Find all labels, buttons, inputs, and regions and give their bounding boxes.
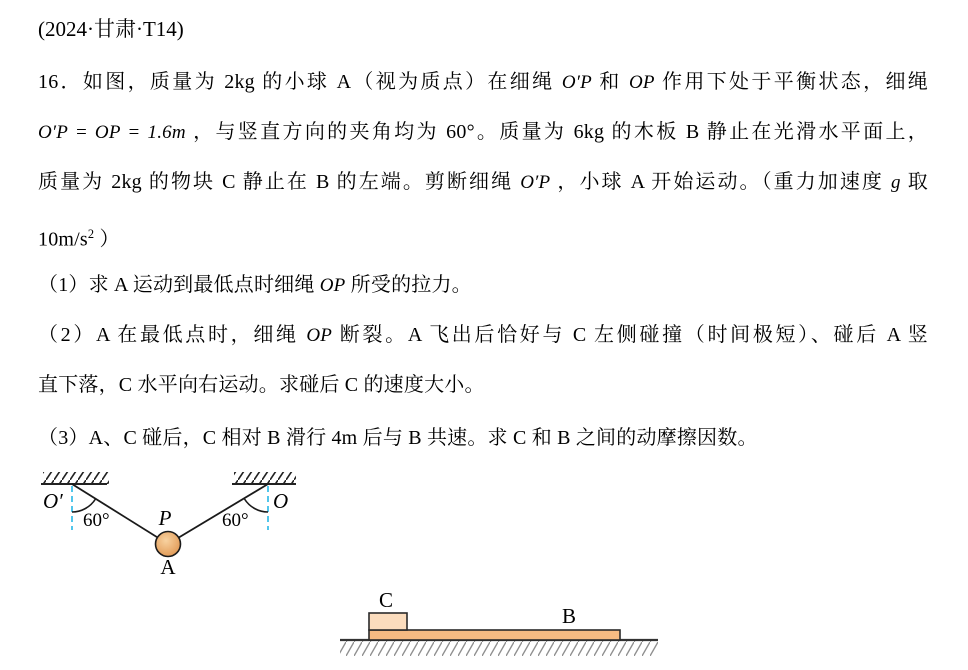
problem-question-2 xyxy=(38,315,928,356)
text-segment: ） xyxy=(94,228,120,251)
text-segment: 作用下处于平衡状态，细绳 xyxy=(654,71,928,93)
text-segment: O′P = OP = 1.6m xyxy=(38,122,186,143)
text-segment: 取 xyxy=(900,171,928,193)
text-segment: O′P xyxy=(561,72,592,93)
text-segment: 所受的拉力。 xyxy=(345,274,472,296)
text-segment: OP xyxy=(319,275,346,296)
ball-a xyxy=(156,532,181,557)
problem-question-1 xyxy=(38,265,928,306)
label-o: O xyxy=(273,489,289,513)
label-c: C xyxy=(378,588,394,612)
text-segment: OP xyxy=(628,72,655,93)
text-segment: （2）A 在最低点时，细绳 xyxy=(38,324,307,346)
label-p: P xyxy=(158,506,172,530)
text-segment: 和 xyxy=(591,71,629,93)
problem-question-3 xyxy=(38,418,928,458)
ground-hatch xyxy=(340,641,658,656)
text-segment: 断裂。A 飞出后恰好与 C 左侧碰撞（时间极短）、碰后 A 竖 xyxy=(332,324,928,346)
text-segment: ，小球 A 开始运动。（重力加速度 xyxy=(550,171,892,193)
text-segment: （3）A、C 碰后，C 相对 B 滑行 4m 后与 B 共速。求 C 和 B 之间的动摩擦因数。 xyxy=(38,427,758,449)
text-segment: ，与竖直方向的夹角均为 60°。质量为 6kg 的木板 B 静止在光滑水平面上， xyxy=(185,121,928,143)
text-segment: g xyxy=(891,172,901,193)
problem-line-2 xyxy=(38,112,928,153)
right-angle-label: 60° xyxy=(222,510,249,531)
left-ceiling-hatch xyxy=(43,472,109,484)
right-ceiling-hatch xyxy=(234,472,296,484)
pendulum-diagram xyxy=(30,468,330,586)
text-segment: OP xyxy=(306,325,333,346)
problem-question-2-cont xyxy=(38,365,928,405)
text-segment: 2 xyxy=(87,227,95,241)
text-segment: 10m/s xyxy=(38,228,88,251)
text-segment: O′P xyxy=(520,172,551,193)
source-tag: (2024·甘肃·T14) xyxy=(38,17,184,41)
text-segment: 直下落，C 水平向右运动。求碰后 C 的速度大小。 xyxy=(38,374,485,396)
left-angle-label: 60° xyxy=(83,510,110,531)
problem-line-4 xyxy=(38,214,928,260)
label-b: B xyxy=(561,604,577,628)
label-a: A xyxy=(160,555,176,579)
text-segment: 16．如图，质量为 2kg 的小球 A（视为质点）在细绳 xyxy=(38,71,562,93)
text-segment: （1）求 A 运动到最低点时细绳 xyxy=(38,274,320,296)
problem-line-3 xyxy=(38,162,928,203)
block-c xyxy=(369,613,407,630)
board-b xyxy=(369,630,620,640)
text-segment: 质量为 2kg 的物块 C 静止在 B 的左端。剪断细绳 xyxy=(38,171,521,193)
rope-op xyxy=(168,484,268,544)
problem-line-1 xyxy=(38,62,928,103)
label-o-prime: O′ xyxy=(43,489,63,513)
board-diagram xyxy=(330,586,670,670)
